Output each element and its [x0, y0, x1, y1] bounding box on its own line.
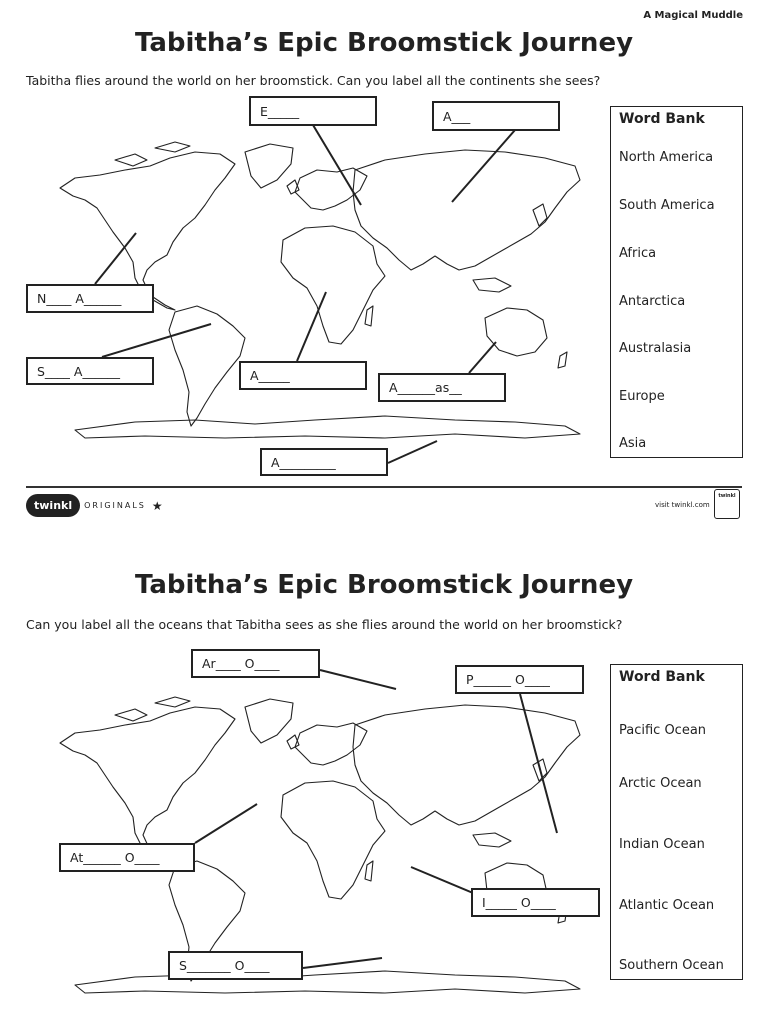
word-bank-item: Australasia [619, 341, 692, 356]
label-box-atlantic-ocean[interactable]: At______ O____ [59, 843, 195, 872]
originals-label: ORIGINALS [84, 501, 146, 510]
label-box-africa[interactable]: A_____ [239, 361, 367, 390]
word-bank-item: Asia [619, 436, 647, 451]
word-bank-item: South America [619, 198, 715, 213]
label-box-antarctica[interactable]: A_________ [260, 448, 388, 476]
label-box-europe[interactable]: E_____ [249, 96, 377, 126]
word-bank-item: Southern Ocean [619, 958, 724, 973]
word-bank-item: Africa [619, 246, 657, 261]
label-box-arctic-ocean[interactable]: Ar____ O____ [191, 649, 320, 678]
word-bank-title: Word Bank [619, 669, 705, 685]
instructions-text-2: Can you label all the oceans that Tabitha sees as she flies around the world on her broomstick? [26, 617, 623, 632]
word-bank-item: Indian Ocean [619, 837, 705, 852]
label-box-southern-ocean[interactable]: S_______ O____ [168, 951, 303, 980]
label-box-indian-ocean[interactable]: I_____ O____ [471, 888, 600, 917]
page-title-2: Tabitha’s Epic Broomstick Journey [134, 570, 634, 600]
label-box-australasia[interactable]: A______as__ [378, 373, 506, 402]
word-bank-item: Arctic Ocean [619, 776, 702, 791]
header-tag: A Magical Muddle [643, 10, 743, 21]
word-bank-title: Word Bank [619, 111, 705, 127]
word-bank-item: Europe [619, 389, 665, 404]
word-bank-item: Pacific Ocean [619, 723, 707, 738]
twinkl-logo: twinkl [26, 494, 80, 517]
word-bank-2 [610, 664, 743, 980]
page-title: Tabitha’s Epic Broomstick Journey [134, 28, 634, 58]
label-box-pacific-ocean[interactable]: P______ O____ [455, 665, 584, 694]
word-bank-item: Atlantic Ocean [619, 898, 715, 913]
label-box-north-america[interactable]: N____ A______ [26, 284, 154, 313]
quality-badge-icon: twinkl [714, 489, 740, 519]
label-box-asia[interactable]: A___ [432, 101, 560, 131]
star-icon: ★ [151, 498, 163, 513]
visit-link[interactable]: visit twinkl.com [655, 501, 710, 509]
word-bank-item: North America [619, 150, 714, 165]
word-bank-item: Antarctica [619, 294, 686, 309]
label-box-south-america[interactable]: S____ A______ [26, 357, 154, 385]
instructions-text: Tabitha flies around the world on her broomstick. Can you label all the continents she sees? [26, 73, 601, 88]
